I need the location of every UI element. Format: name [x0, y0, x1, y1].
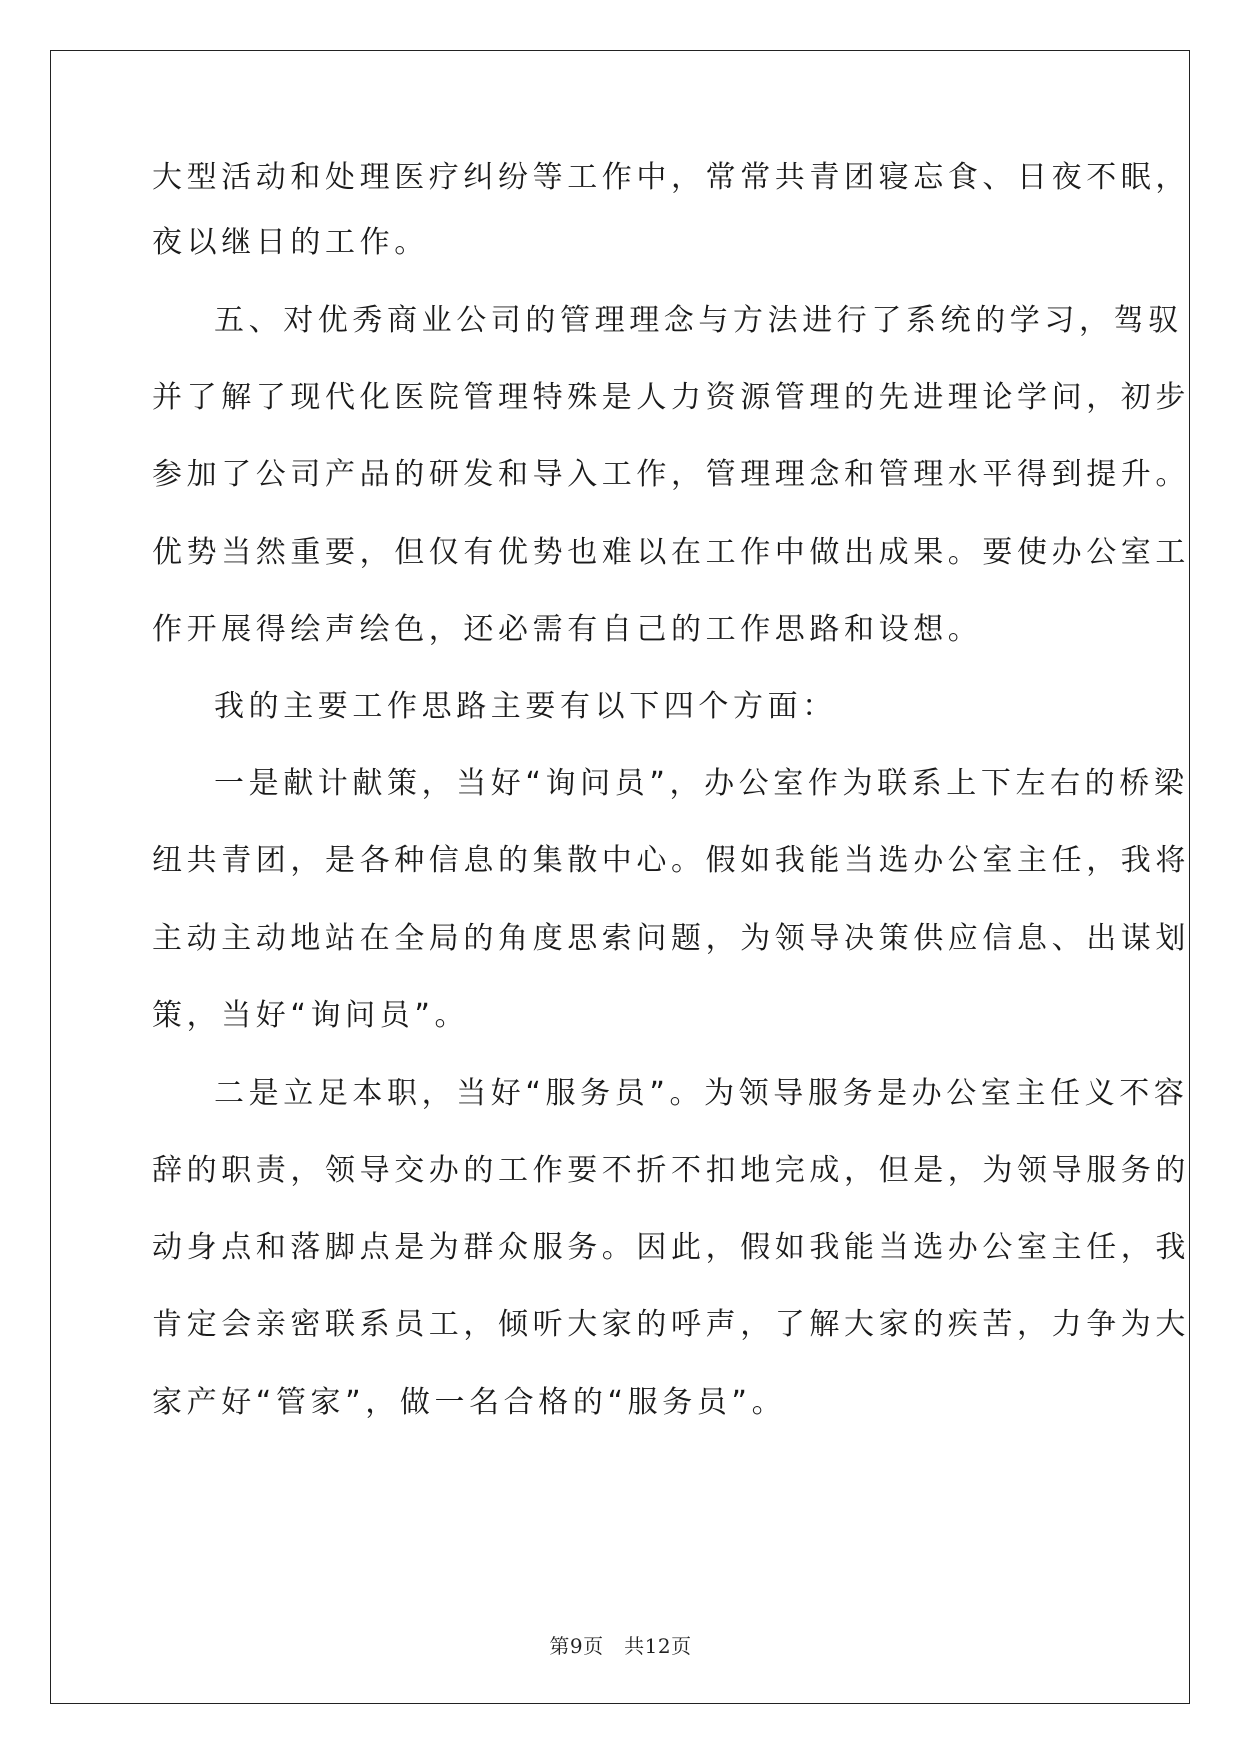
text-line-10: 纽共青团，是各种信息的集散中心。假如我能当选办公室主任，我将 [152, 843, 1190, 878]
text-line-16: 肯定会亲密联系员工，倾听大家的呼声，了解大家的疾苦，力争为大 [152, 1307, 1190, 1342]
text-line-1: 大型活动和处理医疗纠纷等工作中，常常共青团寝忘食、日夜不眠， [152, 160, 1190, 195]
text-line-11: 主动主动地站在全局的角度思索问题，为领导决策供应信息、出谋划 [152, 921, 1190, 956]
text-line-8: 我的主要工作思路主要有以下四个方面： [214, 689, 837, 724]
text-line-7: 作开展得绘声绘色，还必需有自己的工作思路和设想。 [152, 612, 983, 647]
page-number-footer: 第9页 共12页 [549, 1634, 692, 1658]
text-line-17: 家产好“管家”，做一名合格的“服务员”。 [152, 1385, 787, 1420]
text-line-15: 动身点和落脚点是为群众服务。因此，假如我能当选办公室主任，我 [152, 1230, 1190, 1265]
text-line-13: 二是立足本职，当好“服务员”。为领导服务是办公室主任义不容 [214, 1076, 1189, 1111]
text-line-3: 五、对优秀商业公司的管理理念与方法进行了系统的学习，驾驭 [214, 303, 1183, 338]
text-line-12: 策，当好“询问员”。 [152, 998, 470, 1033]
text-line-9: 一是献计献策，当好“询问员”，办公室作为联系上下左右的桥梁 [214, 766, 1189, 801]
text-line-14: 辞的职责，领导交办的工作要不折不扣地完成，但是，为领导服务的 [152, 1153, 1190, 1188]
text-line-5: 参加了公司产品的研发和导入工作，管理理念和管理水平得到提升。 [152, 457, 1190, 492]
text-line-2: 夜以继日的工作。 [152, 225, 429, 260]
text-line-6: 优势当然重要，但仅有优势也难以在工作中做出成果。要使办公室工 [152, 535, 1190, 570]
text-line-4: 并了解了现代化医院管理特殊是人力资源管理的先进理论学问，初步 [152, 380, 1190, 415]
